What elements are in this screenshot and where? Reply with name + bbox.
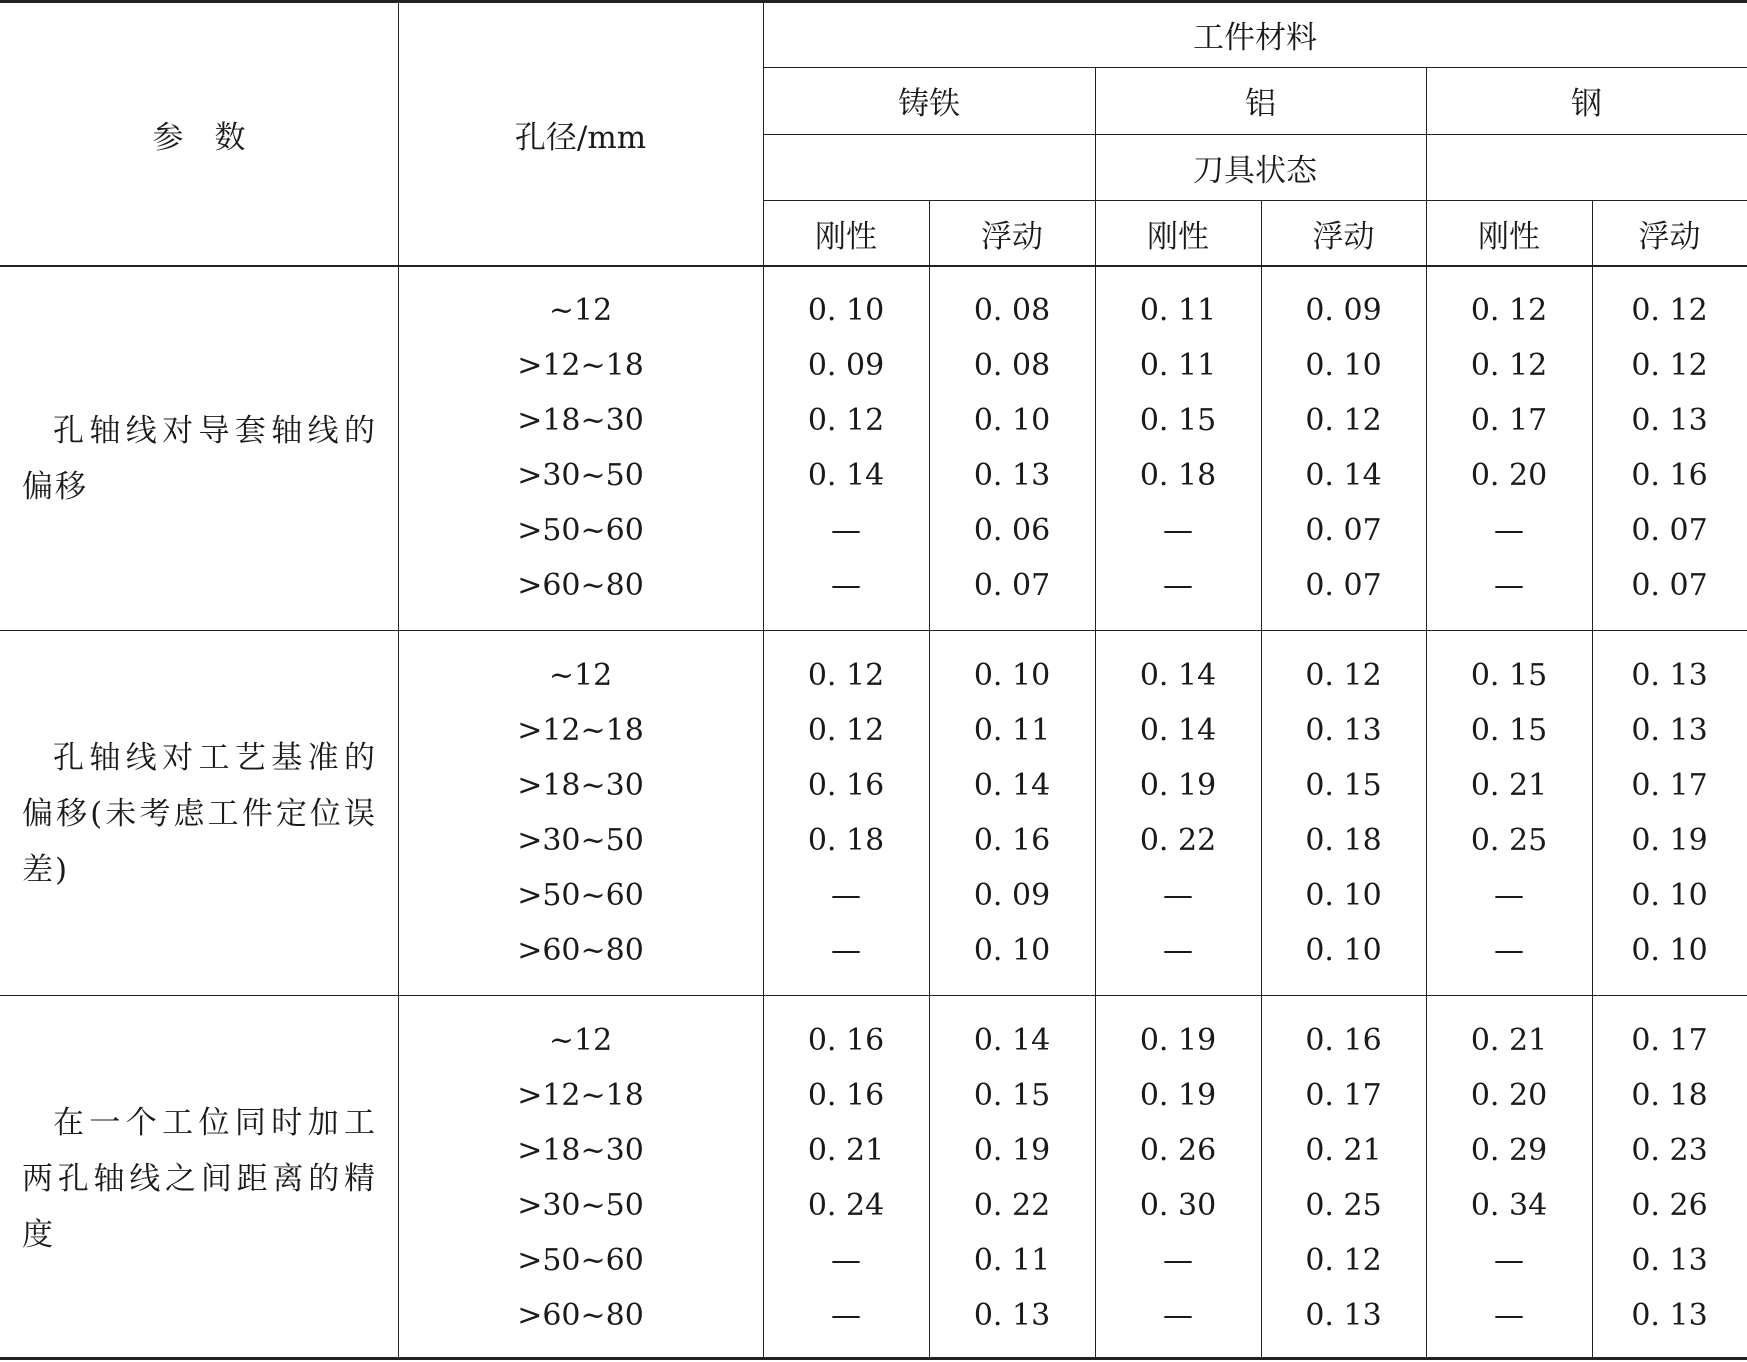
value-cell: 0. 12 <box>807 402 885 438</box>
value-cell: 0. 10 <box>1305 932 1382 968</box>
value-cell: 0. 16 <box>1305 1022 1382 1058</box>
header-diameter: 孔径/mm <box>514 119 647 156</box>
header-state-5: 刚性 <box>1478 218 1540 255</box>
value-cell: 0. 10 <box>973 932 1051 968</box>
value-cell: 0. 25 <box>1305 1187 1382 1223</box>
value-cell: 0. 09 <box>1305 292 1382 328</box>
value-cell: 0. 06 <box>973 512 1051 548</box>
value-cell: 0. 16 <box>973 822 1051 858</box>
diameter-cell: >12~18 <box>517 347 644 383</box>
value-cell: 0. 22 <box>1139 822 1217 858</box>
value-cell: 0. 23 <box>1631 1132 1708 1168</box>
param-label: 孔轴线对工艺基准的偏移(未考虑工件定位误差) <box>22 739 377 888</box>
value-cell: — <box>831 1297 861 1333</box>
diameter-cell: >50~60 <box>517 512 644 548</box>
value-cell: 0. 07 <box>1631 567 1708 603</box>
diameter-cell: >12~18 <box>517 1077 644 1113</box>
value-cell: 0. 15 <box>1470 712 1548 748</box>
value-cell: 0. 21 <box>1470 1022 1548 1058</box>
value-cell: 0. 19 <box>1139 767 1217 803</box>
value-cell: 0. 13 <box>973 457 1051 493</box>
header-material-3: 钢 <box>1571 86 1602 122</box>
value-cell: 0. 20 <box>1470 1077 1548 1113</box>
value-cell: 0. 24 <box>807 1187 885 1223</box>
value-cell: — <box>1163 932 1193 968</box>
diameter-cell: >30~50 <box>517 822 644 858</box>
value-cell: 0. 18 <box>1139 457 1217 493</box>
value-cell: 0. 15 <box>973 1077 1051 1113</box>
diameter-cell: >60~80 <box>517 932 644 968</box>
value-cell: 0. 19 <box>1139 1077 1217 1113</box>
value-cell: 0. 13 <box>1631 402 1708 438</box>
value-cell: 0. 13 <box>1631 1297 1708 1333</box>
diameter-cell: >18~30 <box>517 402 644 438</box>
value-cell: — <box>831 932 861 968</box>
value-cell: 0. 20 <box>1470 457 1548 493</box>
value-cell: 0. 10 <box>973 402 1051 438</box>
value-cell: 0. 22 <box>973 1187 1051 1223</box>
value-cell: 0. 12 <box>1305 402 1382 438</box>
value-cell: 0. 13 <box>1305 1297 1382 1333</box>
header-state-2: 浮动 <box>981 218 1043 255</box>
value-cell: 0. 17 <box>1631 1022 1708 1058</box>
diameter-cell: >50~60 <box>517 1242 644 1278</box>
value-cell: 0. 12 <box>807 657 885 693</box>
value-cell: 0. 11 <box>1139 347 1217 383</box>
value-cell: 0. 29 <box>1470 1132 1548 1168</box>
header-material-2: 铝 <box>1245 86 1276 122</box>
header-state-1: 刚性 <box>815 218 877 255</box>
table-bottom-rule <box>0 1357 1747 1360</box>
value-cell: 0. 13 <box>1305 712 1382 748</box>
value-cell: — <box>1163 1242 1193 1278</box>
value-cell: 0. 09 <box>973 877 1051 913</box>
group-rule-1 <box>0 630 1747 631</box>
value-cell: 0. 12 <box>1470 347 1548 383</box>
value-cell: 0. 14 <box>807 457 885 493</box>
value-cell: — <box>831 567 861 603</box>
value-cell: 0. 10 <box>973 657 1051 693</box>
value-cell: 0. 19 <box>973 1132 1051 1168</box>
value-cell: — <box>831 1242 861 1278</box>
value-cell: — <box>1494 512 1524 548</box>
value-cell: 0. 18 <box>807 822 885 858</box>
value-cell: — <box>1163 567 1193 603</box>
header-material-1: 铸铁 <box>898 86 960 122</box>
value-cell: 0. 12 <box>807 712 885 748</box>
value-cell: 0. 11 <box>1139 292 1217 328</box>
value-cell: 0. 19 <box>1631 822 1708 858</box>
value-cell: 0. 15 <box>1305 767 1382 803</box>
diameter-cell: >18~30 <box>517 1132 644 1168</box>
value-cell: 0. 13 <box>1631 712 1708 748</box>
value-cell: 0. 17 <box>1305 1077 1382 1113</box>
value-cell: 0. 17 <box>1470 402 1548 438</box>
value-cell: — <box>1494 1242 1524 1278</box>
value-cell: 0. 07 <box>1305 512 1382 548</box>
value-cell: 0. 16 <box>807 1022 885 1058</box>
header-state-6: 浮动 <box>1638 218 1701 255</box>
value-cell: 0. 14 <box>973 767 1051 803</box>
diameter-cell: >50~60 <box>517 877 644 913</box>
value-cell: 0. 19 <box>1139 1022 1217 1058</box>
diameter-cell: ~12 <box>548 292 613 328</box>
value-cell: 0. 30 <box>1139 1187 1217 1223</box>
param-label: 孔轴线对导套轴线的偏移 <box>22 412 377 505</box>
value-cell: 0. 16 <box>807 767 885 803</box>
value-cell: — <box>1494 1297 1524 1333</box>
value-cell: 0. 07 <box>1631 512 1708 548</box>
diameter-cell: >60~80 <box>517 1297 644 1333</box>
value-cell: 0. 12 <box>1470 292 1548 328</box>
diameter-cell: ~12 <box>548 657 613 693</box>
value-cell: 0. 21 <box>1305 1132 1382 1168</box>
value-cell: 0. 10 <box>1631 932 1708 968</box>
value-cell: 0. 16 <box>807 1077 885 1113</box>
value-cell: 0. 07 <box>973 567 1051 603</box>
value-cell: 0. 21 <box>1470 767 1548 803</box>
value-cell: 0. 13 <box>973 1297 1051 1333</box>
value-cell: — <box>1494 932 1524 968</box>
value-cell: 0. 14 <box>1139 712 1217 748</box>
value-cell: — <box>831 877 861 913</box>
header-state-3: 刚性 <box>1147 218 1209 255</box>
value-cell: 0. 14 <box>1305 457 1382 493</box>
value-cell: 0. 15 <box>1470 657 1548 693</box>
value-cell: 0. 13 <box>1631 1242 1708 1278</box>
diameter-cell: >12~18 <box>517 712 644 748</box>
diameter-cell: >60~80 <box>517 567 644 603</box>
diameter-cell: ~12 <box>548 1022 613 1058</box>
value-cell: — <box>1163 1297 1193 1333</box>
diameter-cell: >18~30 <box>517 767 644 803</box>
header-material: 工件材料 <box>1193 20 1317 56</box>
value-cell: 0. 10 <box>807 292 885 328</box>
value-cell: — <box>831 512 861 548</box>
value-cell: 0. 10 <box>1631 877 1708 913</box>
value-cell: 0. 10 <box>1305 347 1382 383</box>
value-cell: 0. 07 <box>1305 567 1382 603</box>
value-cell: 0. 26 <box>1631 1187 1708 1223</box>
value-cell: 0. 12 <box>1631 292 1708 328</box>
value-cell: 0. 08 <box>973 292 1051 328</box>
value-cell: — <box>1163 877 1193 913</box>
value-cell: 0. 25 <box>1470 822 1548 858</box>
value-cell: 0. 08 <box>973 347 1051 383</box>
value-cell: 0. 10 <box>1305 877 1382 913</box>
value-cell: 0. 26 <box>1139 1132 1217 1168</box>
diameter-cell: >30~50 <box>517 457 644 493</box>
value-cell: 0. 16 <box>1631 457 1708 493</box>
header-state-4: 浮动 <box>1312 218 1375 255</box>
group-rule-2 <box>0 995 1747 996</box>
value-cell: 0. 12 <box>1631 347 1708 383</box>
value-cell: 0. 11 <box>973 712 1051 748</box>
value-cell: 0. 34 <box>1470 1187 1548 1223</box>
value-cell: 0. 18 <box>1631 1077 1708 1113</box>
value-cell: 0. 14 <box>1139 657 1217 693</box>
value-cell: — <box>1163 512 1193 548</box>
value-cell: 0. 18 <box>1305 822 1382 858</box>
value-cell: 0. 17 <box>1631 767 1708 803</box>
diameter-cell: >30~50 <box>517 1187 644 1223</box>
value-cell: 0. 15 <box>1139 402 1217 438</box>
value-cell: 0. 14 <box>973 1022 1051 1058</box>
value-cell: 0. 21 <box>807 1132 885 1168</box>
value-cell: 0. 09 <box>807 347 885 383</box>
header-tool-state: 刀具状态 <box>1193 152 1317 189</box>
value-cell: — <box>1494 567 1524 603</box>
value-cell: 0. 11 <box>973 1242 1051 1278</box>
header-param: 参 数 <box>152 119 246 156</box>
value-cell: 0. 12 <box>1305 657 1382 693</box>
value-cell: — <box>1494 877 1524 913</box>
param-label: 在一个工位同时加工两孔轴线之间距离的精度 <box>22 1104 377 1253</box>
value-cell: 0. 13 <box>1631 657 1708 693</box>
value-cell: 0. 12 <box>1305 1242 1382 1278</box>
